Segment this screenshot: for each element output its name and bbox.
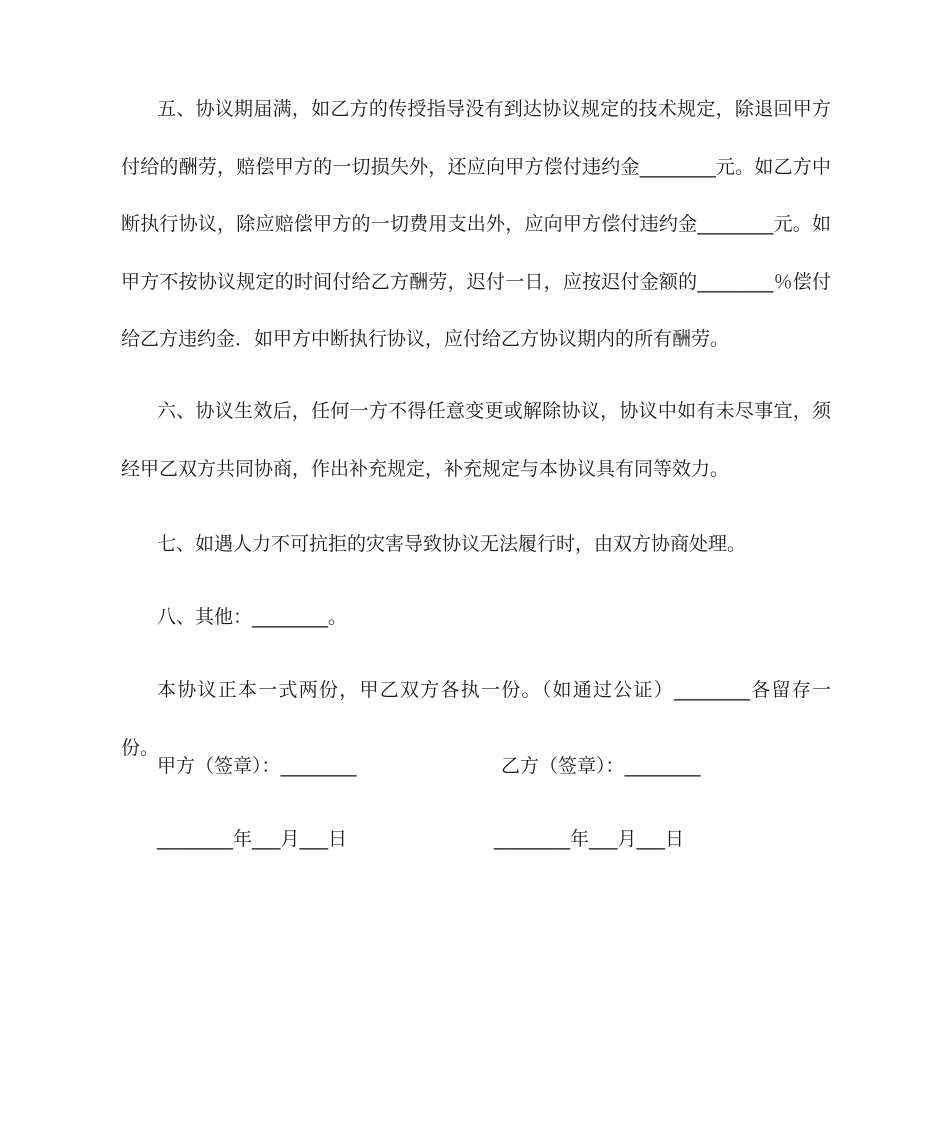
party-a-signature-line: 甲方（签章）：________ bbox=[157, 755, 357, 777]
copies-statement: 本协议正本一式两份，甲乙双方各执一份。（如通过公证）________各留存一份。 bbox=[121, 679, 831, 759]
clause-six: 六、协议生效后，任何一方不得任意变更或解除协议，协议中如有未尽事宜，须经甲乙双方共同协商，作出补充规定，补充规定与本协议具有同等效力。 bbox=[121, 400, 831, 480]
clause-eight: 八、其他：________。 bbox=[157, 606, 348, 628]
party-b-signature-line: 乙方（签章）：________ bbox=[501, 755, 701, 777]
party-a-date-line: ________年___月___日 bbox=[157, 828, 348, 850]
clause-five: 五、协议期届满，如乙方的传授指导没有到达协议规定的技术规定，除退回甲方付给的酬劳，赔偿甲方的一切损失外，还应向甲方偿付违约金________元。如乙方中断执行协议，除应赔偿甲方的一切费用支出外，应向甲方偿付违约金________元。如甲方不按协议规定的时间付给乙方酬劳，迟付一日，应按迟付金额的________％偿付给乙方违约金．如甲方中断执行协议，应付给乙方协议期内的所有酬劳。 bbox=[121, 98, 831, 350]
clause-seven: 七、如遇人力不可抗拒的灾害导致协议无法履行时，由双方协商处理。 bbox=[157, 533, 747, 555]
party-b-date-line: ________年___月___日 bbox=[494, 828, 685, 850]
